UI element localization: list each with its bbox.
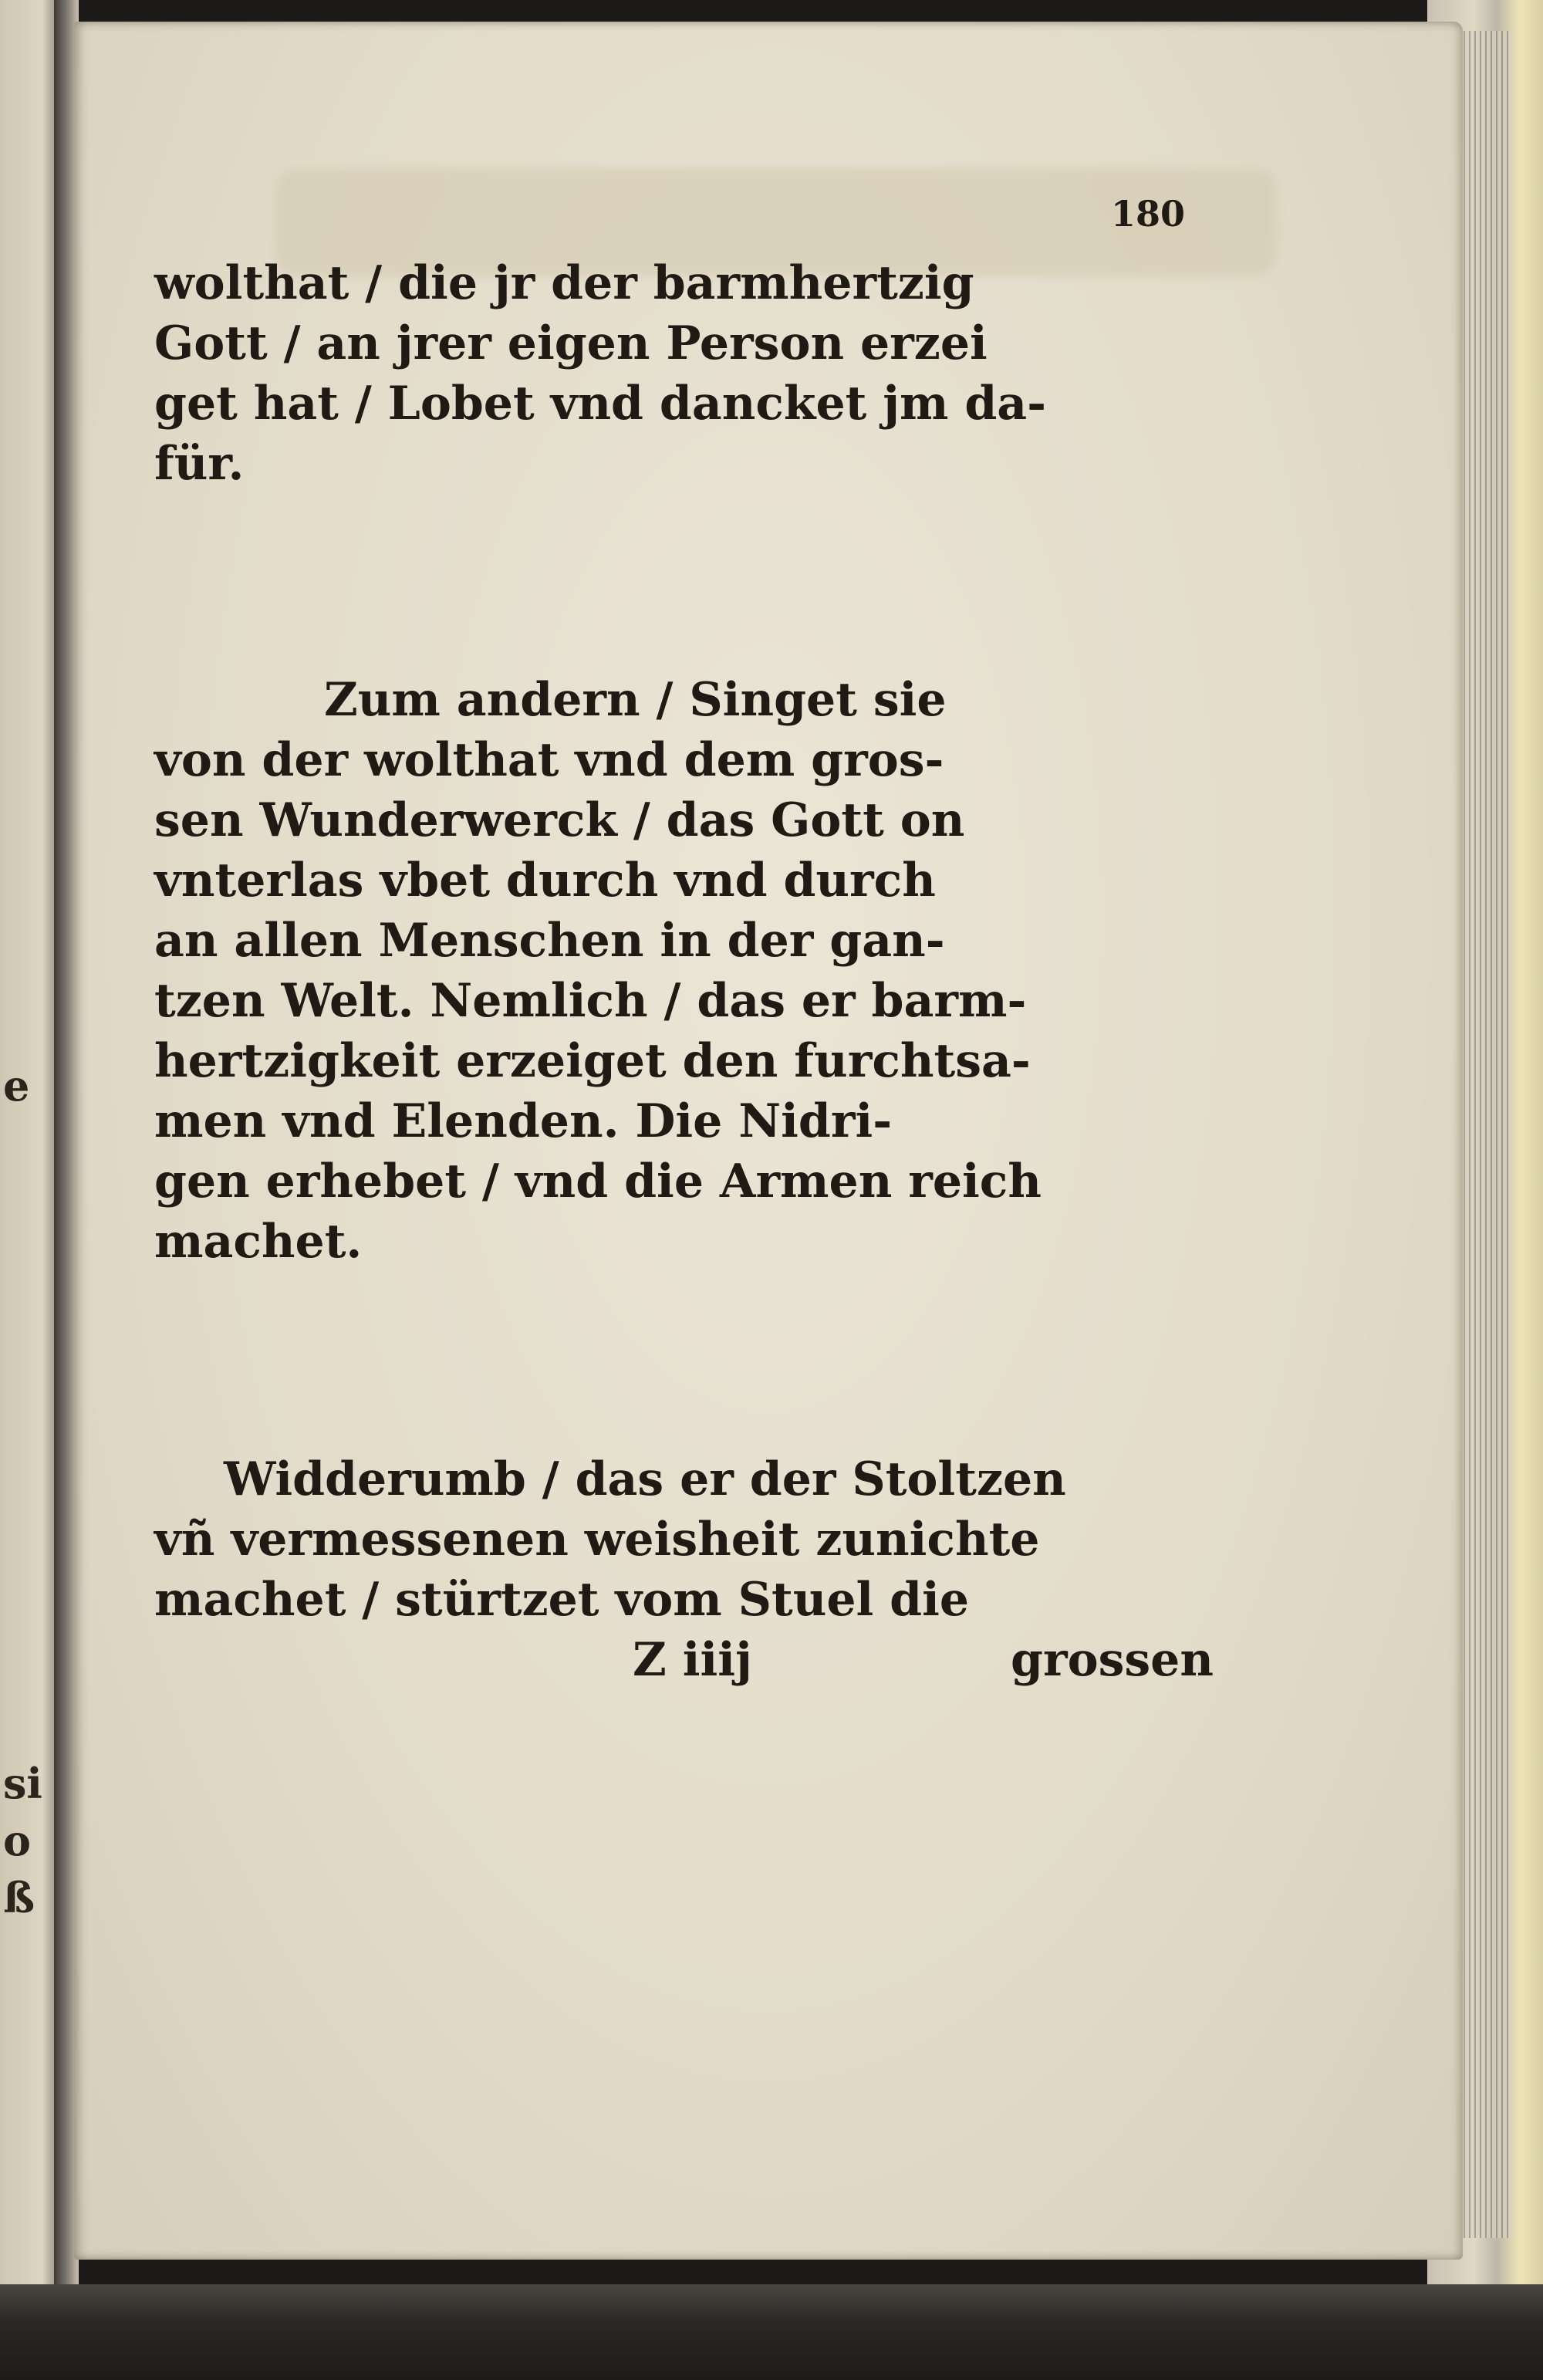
page-text bbox=[154, 193, 1234, 1690]
left-fragment: o bbox=[3, 1816, 32, 1865]
paragraph-2 bbox=[154, 670, 1234, 1272]
page-number: 180 bbox=[1111, 193, 1186, 235]
text-line: hertzigkeit erzeiget den furchtsa- bbox=[154, 1034, 1031, 1088]
text-line: gen erhebet / vnd die Armen reich bbox=[154, 1155, 1042, 1209]
catchword: grossen bbox=[1011, 1633, 1214, 1687]
text-line: machet. bbox=[154, 1215, 363, 1269]
left-fragment: e bbox=[3, 1061, 30, 1111]
scan-background bbox=[0, 2284, 1543, 2380]
text-line: vnterlas vbet durch vnd durch bbox=[154, 854, 936, 908]
signature-mark: Z iiij bbox=[633, 1633, 752, 1687]
page-edge-lines bbox=[1458, 31, 1512, 2238]
text-line: Widderumb / das er der Stoltzen bbox=[224, 1452, 1066, 1506]
paragraph-3 bbox=[154, 1449, 1234, 1630]
text-line: tzen Welt. Nemlich / das er barm- bbox=[154, 974, 1027, 1028]
page-footer bbox=[154, 1630, 1234, 1690]
left-fragment: si bbox=[3, 1759, 42, 1808]
text-line: Zum andern / Singet sie bbox=[324, 673, 947, 727]
text-line: get hat / Lobet vnd dancket jm da- bbox=[154, 377, 1047, 431]
text-line: wolthat / die jr der barmhertzig bbox=[154, 256, 974, 310]
text-line: machet / stürtzet vom Stuel die bbox=[154, 1573, 970, 1627]
left-facing-page bbox=[0, 0, 60, 2284]
text-line: men vnd Elenden. Die Nidri- bbox=[154, 1094, 893, 1148]
text-line: Gott / an jrer eigen Person erzei bbox=[154, 316, 988, 370]
paragraph-1 bbox=[154, 253, 1234, 494]
text-line: von der wolthat vnd dem gros- bbox=[154, 733, 944, 787]
text-line: an allen Menschen in der gan- bbox=[154, 914, 945, 968]
left-page-fragments bbox=[3, 1061, 49, 1922]
text-line: vñ vermessenen weisheit zunichte bbox=[154, 1513, 1040, 1567]
left-fragment: ß bbox=[3, 1873, 35, 1922]
text-line: für. bbox=[154, 437, 245, 491]
text-line: sen Wunderwerck / das Gott on bbox=[154, 793, 965, 847]
